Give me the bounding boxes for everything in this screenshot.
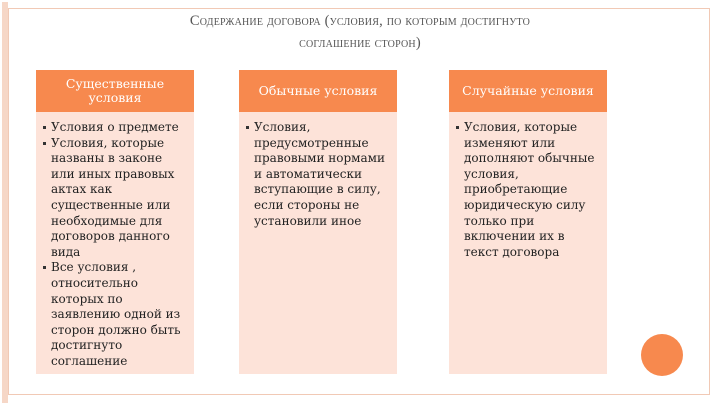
list-item: Все условия , относительно которых по заявлению одной из сторон должно быть достигнуто соглашение bbox=[42, 260, 188, 369]
column-header: Существенные условия bbox=[36, 70, 194, 112]
column-ordinary-terms bbox=[239, 70, 397, 374]
bullet-list bbox=[36, 112, 194, 370]
slide-title bbox=[40, 10, 680, 54]
list-item: Условия, которые названы в законе или иных правовых актах как существенные или необходимые для договоров данного вида bbox=[42, 136, 188, 261]
slide-title-line1: Содержание договора (условия, по которым достигнуто bbox=[189, 13, 531, 29]
list-item: Условия о предмете bbox=[42, 120, 188, 136]
column-header: Обычные условия bbox=[239, 70, 397, 112]
slide-left-bar bbox=[2, 2, 8, 403]
list-item: Условия, предусмотренные правовыми нормами и автоматически вступающие в силу, если стороны не установили иное bbox=[245, 120, 391, 229]
list-item: Условия, которые изменяют или дополняют обычные условия, приобретающие юридическую силу только при включении их в текст договора bbox=[455, 120, 601, 260]
column-header: Случайные условия bbox=[449, 70, 607, 112]
decorative-circle bbox=[641, 334, 683, 376]
column-accidental-terms bbox=[449, 70, 607, 374]
slide-title-line2: соглашение сторон) bbox=[299, 35, 421, 51]
bullet-list bbox=[239, 112, 397, 229]
column-essential-terms bbox=[36, 70, 194, 374]
bullet-list bbox=[449, 112, 607, 260]
